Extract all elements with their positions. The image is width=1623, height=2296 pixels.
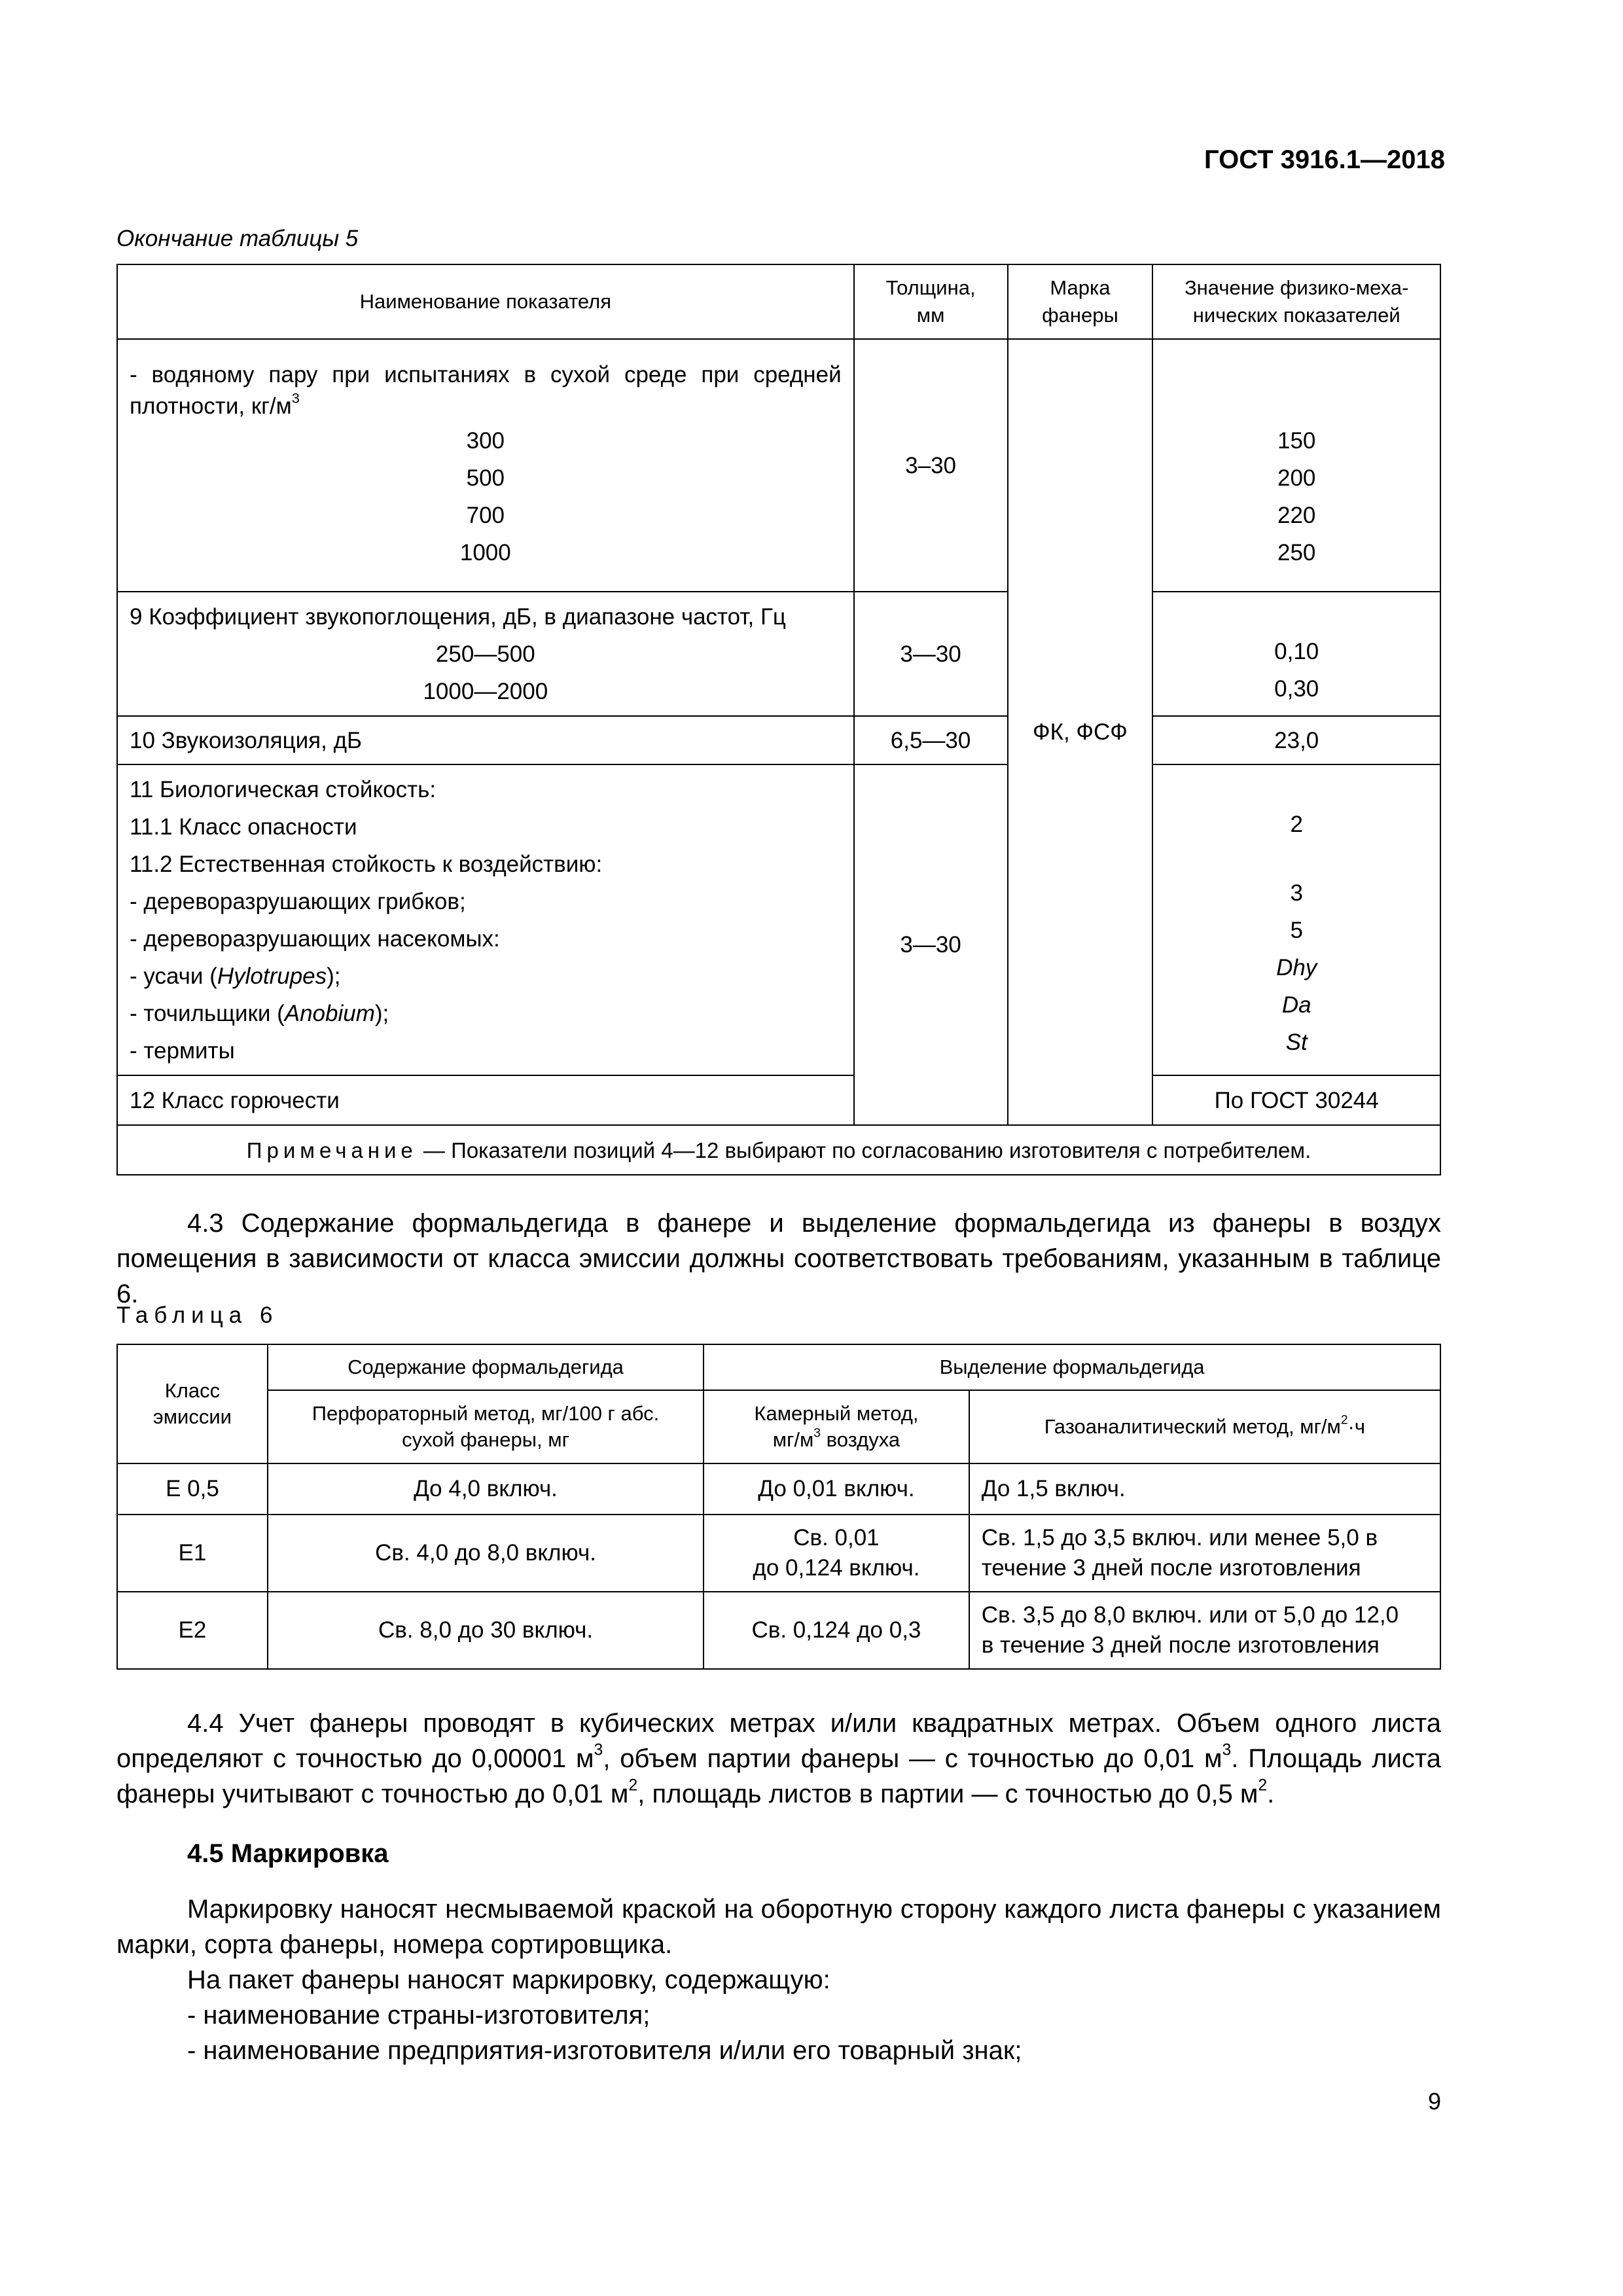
vapor-values: 150 200 220 250 xyxy=(1152,339,1440,592)
chamber-cell: До 0,01 включ. xyxy=(704,1463,969,1515)
sound-absorption-indicator: 9 Коэффициент звукопоглощения, дБ, в диапазоне частот, Гц 250—500 1000—2000 xyxy=(117,592,854,716)
biological-thickness: 3—30 xyxy=(854,764,1008,1125)
table5-header-row xyxy=(117,264,1440,339)
table-row xyxy=(117,1463,1440,1515)
emission-class-cell: Е2 xyxy=(117,1592,268,1669)
biological-indicator: 11 Биологическая стойкость: 11.1 Класс опасности 11.2 Естественная стойкость к воздействию: - дереворазрушающих грибков; - дереворазрушающих насекомых: - усачи (Hylotrupes); - точильщики (Anobium); - термиты xyxy=(117,764,854,1075)
sound-absorption-values: 0,10 0,30 xyxy=(1152,592,1440,716)
table-row-flammability xyxy=(117,1075,1440,1125)
flammability-indicator: 12 Класс горючести xyxy=(117,1075,854,1125)
emission-class-cell: Е 0,5 xyxy=(117,1463,268,1515)
chamber-cell: Св. 0,01 до 0,124 включ. xyxy=(704,1515,969,1592)
table5-note-row xyxy=(117,1125,1440,1175)
paragraph-4-5-marking: Маркировку наносят несмываемой краской на оборотную сторону каждого листа фанеры с указанием марки, сорта фанеры, номера сортировщика. xyxy=(116,1895,1441,1959)
table-row-vapor xyxy=(117,339,1440,592)
gas-cell: До 1,5 включ. xyxy=(969,1463,1440,1515)
paragraph-4-5-package: На пакет фанеры наносят маркировку, содержащую: xyxy=(187,1965,830,1994)
sound-absorption-thickness: 3—30 xyxy=(854,592,1008,716)
header-thickness: Толщина, мм xyxy=(854,264,1008,339)
header-content: Содержание формальдегида xyxy=(268,1344,704,1390)
table-row xyxy=(117,1592,1440,1669)
header-indicator-name: Наименование показателя xyxy=(117,264,854,339)
perforator-cell: До 4,0 включ. xyxy=(268,1463,704,1515)
header-perforator-method: Перфораторный метод, мг/100 г абс. сухой фанеры, мг xyxy=(268,1390,704,1463)
table-5 xyxy=(116,264,1441,1175)
table-row xyxy=(117,1515,1440,1592)
table-row-sound-absorption xyxy=(117,592,1440,716)
flammability-value: По ГОСТ 30244 xyxy=(1152,1075,1440,1125)
header-gas-method: Газоаналитический метод, $мг/м^2\cdot ч$ xyxy=(969,1390,1440,1463)
sound-insulation-value: 23,0 xyxy=(1152,716,1440,764)
emission-class-cell: Е1 xyxy=(117,1515,268,1592)
table5-caption: Окончание таблицы 5 xyxy=(116,226,359,251)
header-release: Выделение формальдегида xyxy=(704,1344,1440,1390)
paragraph-4-4: 4.4 Учет фанеры проводят в кубических метрах и/или квадратных метрах. Объем одного листа определяют с точностью до 0,00001 $м^3$, объем партии фанеры — с точностью до 0,01 $м^3$. Площадь листа фанеры учитывают с точностью до 0,01 $м^2$, площадь листов в партии — с точностью до 0,5 $м^2$. xyxy=(116,1709,1441,1808)
gas-cell: Св. 3,5 до 8,0 включ. или от 5,0 до 12,0 в течение 3 дней после изготовления xyxy=(969,1592,1440,1669)
grade-shared-cell: ФК, ФСФ xyxy=(1008,339,1153,1125)
document-code: ГОСТ 3916.1—2018 xyxy=(1204,145,1445,174)
table6-caption: Таблица 6 xyxy=(116,1302,279,1328)
header-chamber-method: Камерный метод, $мг/м^3$ воздуха xyxy=(704,1390,969,1463)
gas-cell: Св. 1,5 до 3,5 включ. или менее 5,0 в течение 3 дней после изготовления xyxy=(969,1515,1440,1592)
table-row-biological xyxy=(117,764,1440,1075)
chamber-cell: Св. 0,124 до 0,3 xyxy=(704,1592,969,1669)
perforator-cell: Св. 4,0 до 8,0 включ. xyxy=(268,1515,704,1592)
page-number: 9 xyxy=(1427,2088,1441,2115)
table-row-sound-insulation xyxy=(117,716,1440,764)
paragraph-4-3: 4.3 Содержание формальдегида в фанере и выделение формальдегида из фанеры в воздух помещения в зависимости от класса эмиссии должны соответствовать требованиям, указанным в таблице 6. xyxy=(116,1209,1441,1308)
sound-insulation-indicator: 10 Звукоизоляция, дБ xyxy=(117,716,854,764)
biological-values: 2 3 5 Dhy Da St xyxy=(1152,764,1440,1075)
vapor-indicator: - водяному пару при испытаниях в сухой среде при средней плотности, $кг/м^3$ 300 500 700 1000 xyxy=(117,339,854,592)
vapor-thickness: 3–30 xyxy=(854,339,1008,592)
perforator-cell: Св. 8,0 до 30 включ. xyxy=(268,1592,704,1669)
table6-header-row-1 xyxy=(117,1344,1440,1390)
section-heading-4-5: 4.5 Маркировка xyxy=(187,1839,389,1868)
header-grade: Марка фанеры xyxy=(1008,264,1153,339)
header-emission-class: Класс эмиссии xyxy=(117,1344,268,1463)
table-6 xyxy=(116,1344,1441,1670)
sound-insulation-thickness: 6,5—30 xyxy=(854,716,1008,764)
table5-note: Примечание — Показатели позиций 4—12 выбирают по согласованию изготовителя с потребителем. xyxy=(117,1125,1440,1175)
list-item: - наименование страны-изготовителя; xyxy=(187,2001,651,2030)
list-item: - наименование предприятия-изготовителя и/или его товарный знак; xyxy=(187,2036,1022,2065)
header-value: Значение физико-меха- нических показателей xyxy=(1152,264,1440,339)
table6-header-row-2 xyxy=(117,1390,1440,1463)
